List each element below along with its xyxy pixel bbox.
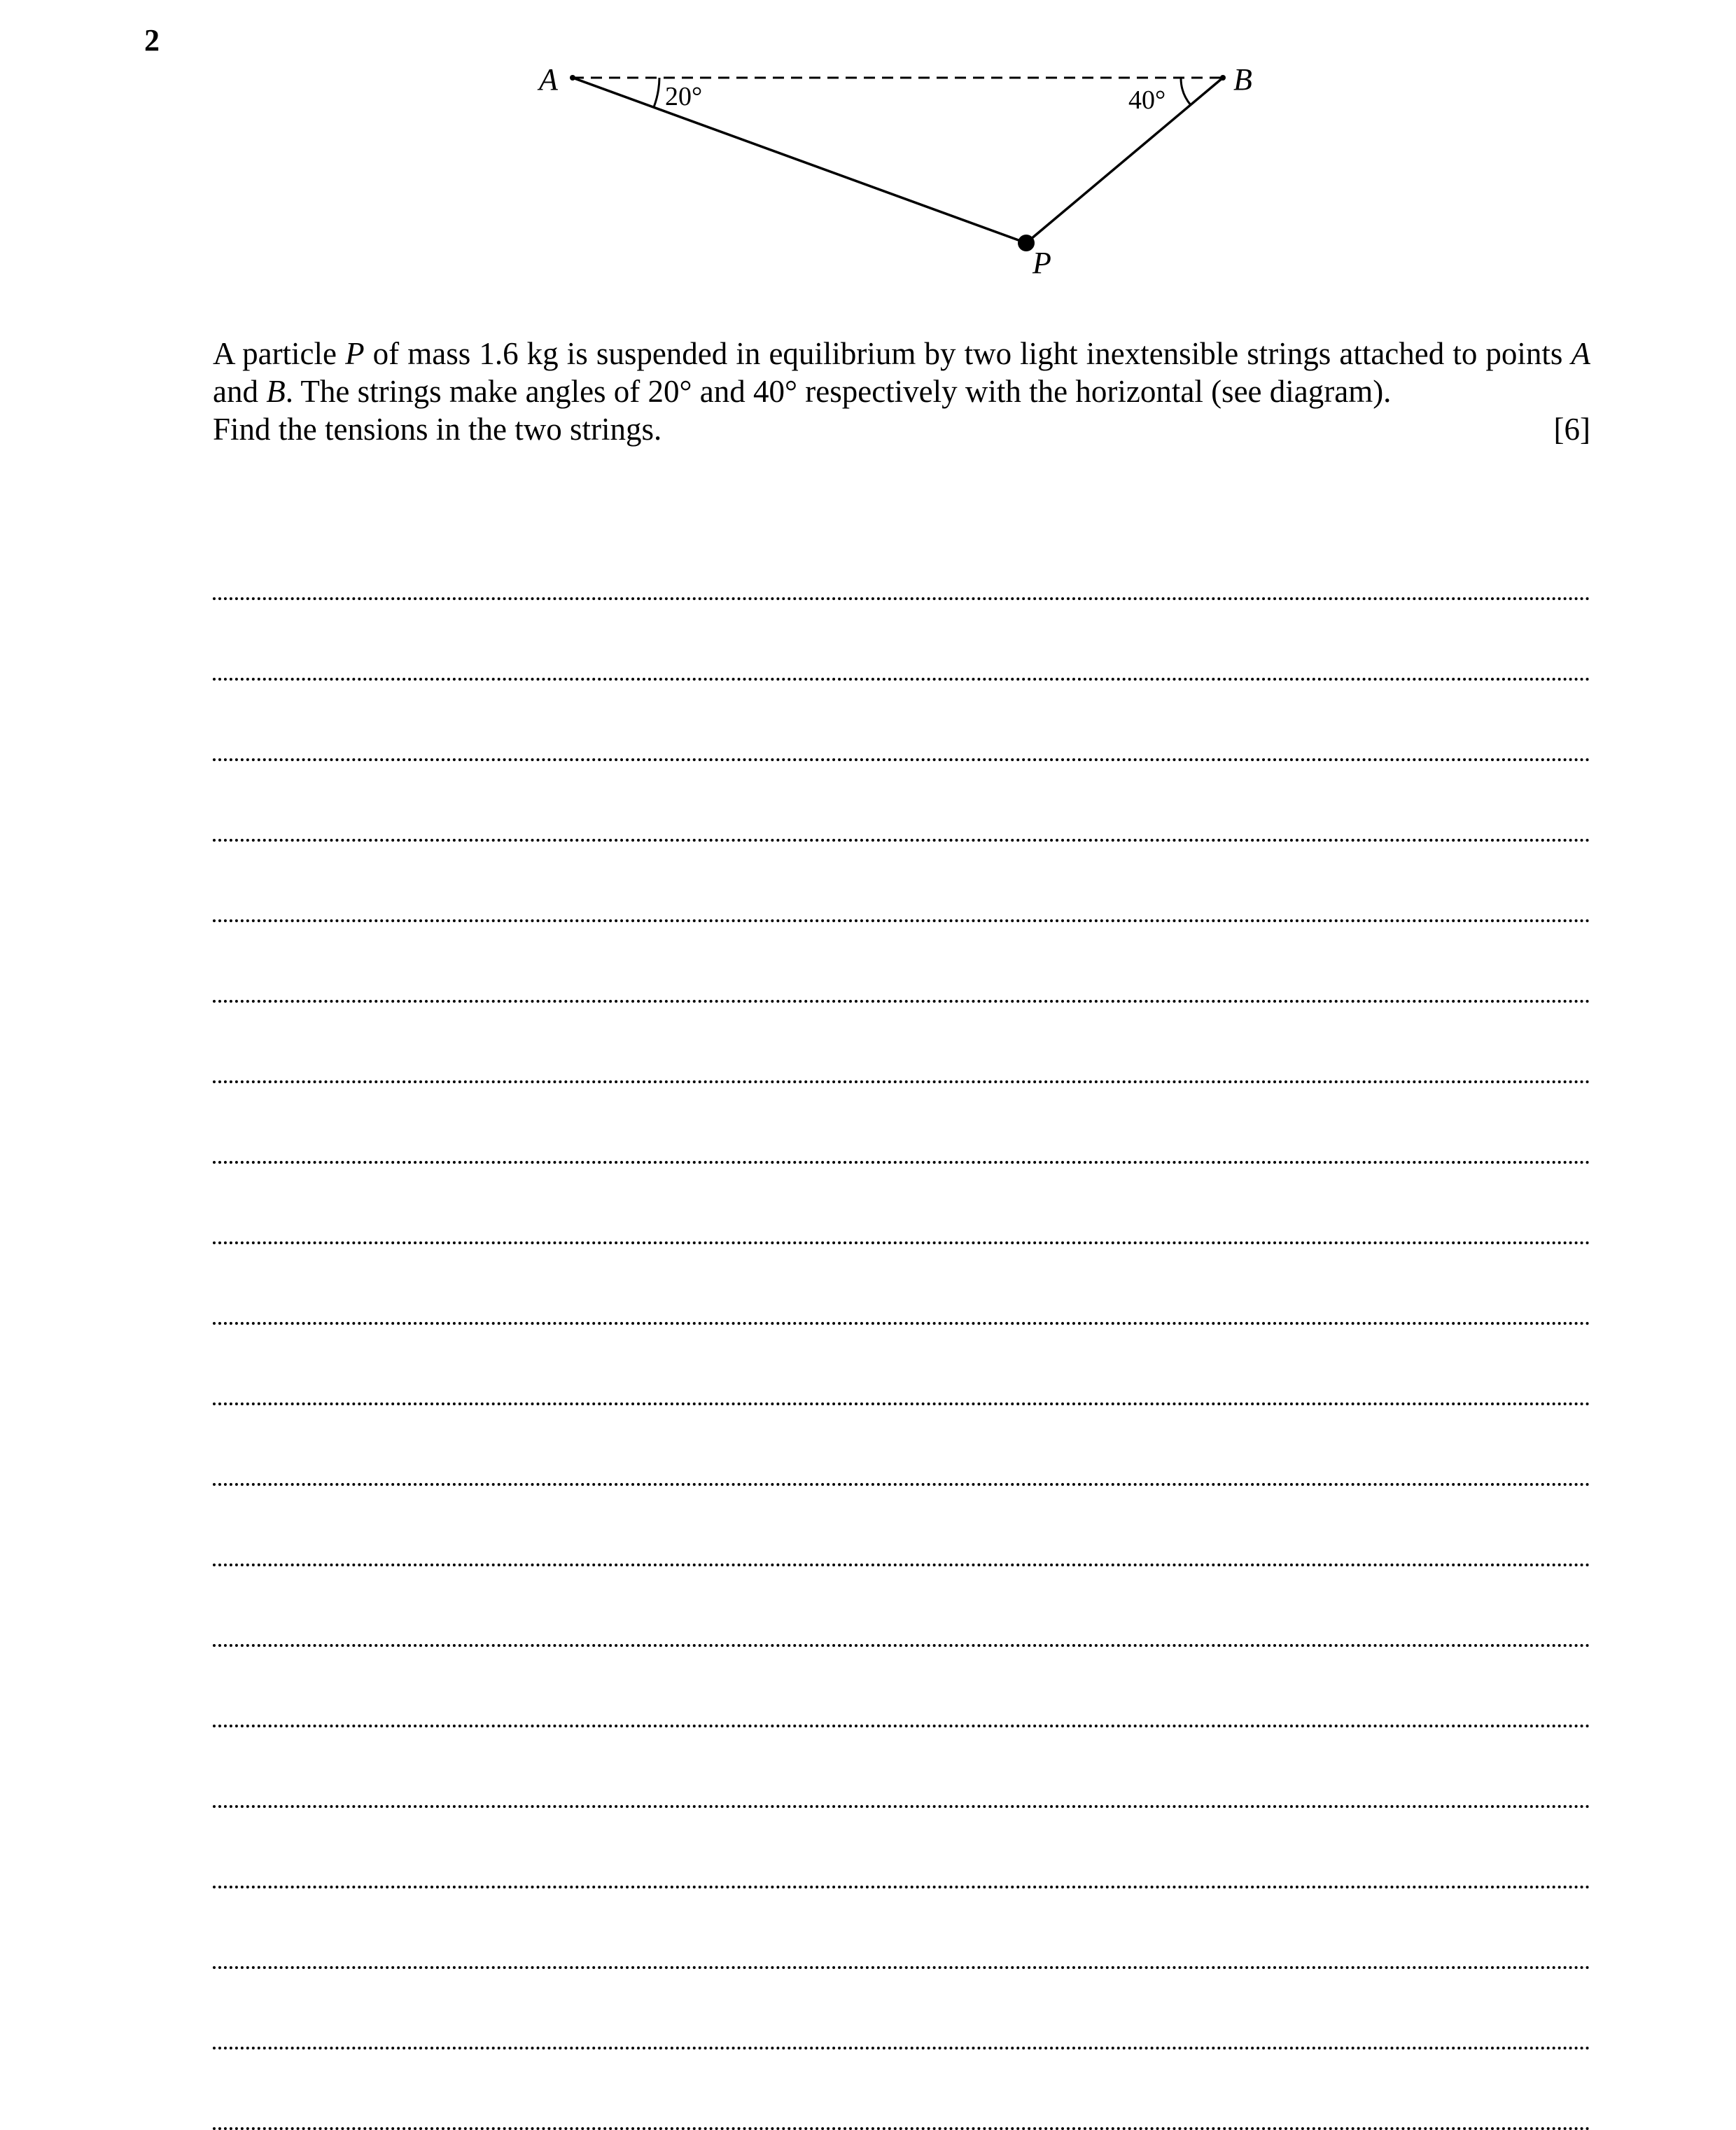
question-instruction-line [213, 410, 1590, 448]
answer-line[interactable] [213, 1405, 1590, 1486]
label-a: A [539, 62, 558, 97]
answer-line[interactable] [213, 1244, 1590, 1325]
point-a-dot [570, 75, 575, 81]
answer-line[interactable] [213, 1647, 1590, 1727]
answer-line[interactable] [213, 922, 1590, 1003]
angle-label-b: 40° [1128, 85, 1166, 115]
question-number: 2 [144, 23, 160, 57]
answer-line[interactable] [213, 1566, 1590, 1647]
answer-line[interactable] [213, 1164, 1590, 1244]
answer-line[interactable] [213, 1808, 1590, 1888]
answer-line[interactable] [213, 1888, 1590, 1969]
answer-line[interactable] [213, 761, 1590, 842]
question-body: A particle P of mass 1.6 kg is suspended in equilibrium by two light inextensible strings attached to points A and B. The strings make angles of 20° and 40° respectively with the horizontal (see diagram). [213, 336, 1590, 409]
answer-line[interactable] [213, 681, 1590, 761]
answer-line[interactable] [213, 1325, 1590, 1405]
string-bp [1026, 78, 1223, 243]
label-b: B [1233, 62, 1252, 97]
question-text [213, 335, 1590, 448]
marks-label: [6] [1553, 412, 1590, 447]
answer-line[interactable] [213, 2049, 1590, 2130]
answer-line[interactable] [213, 520, 1590, 600]
answer-line[interactable] [213, 1727, 1590, 1808]
point-b-dot [1220, 75, 1226, 81]
angle-arc-b [1181, 78, 1191, 105]
answer-lines [213, 520, 1590, 2130]
angle-arc-a [654, 78, 659, 107]
answer-line[interactable] [213, 842, 1590, 922]
answer-line[interactable] [213, 1486, 1590, 1566]
answer-line[interactable] [213, 1969, 1590, 2049]
answer-line[interactable] [213, 1003, 1590, 1083]
string-ap [573, 78, 1026, 243]
label-p: P [1032, 246, 1051, 280]
answer-line[interactable] [213, 600, 1590, 681]
equilibrium-diagram [0, 0, 1736, 294]
question-instruction: Find the tensions in the two strings. [213, 412, 662, 447]
angle-label-a: 20° [665, 82, 703, 111]
answer-line[interactable] [213, 1083, 1590, 1164]
